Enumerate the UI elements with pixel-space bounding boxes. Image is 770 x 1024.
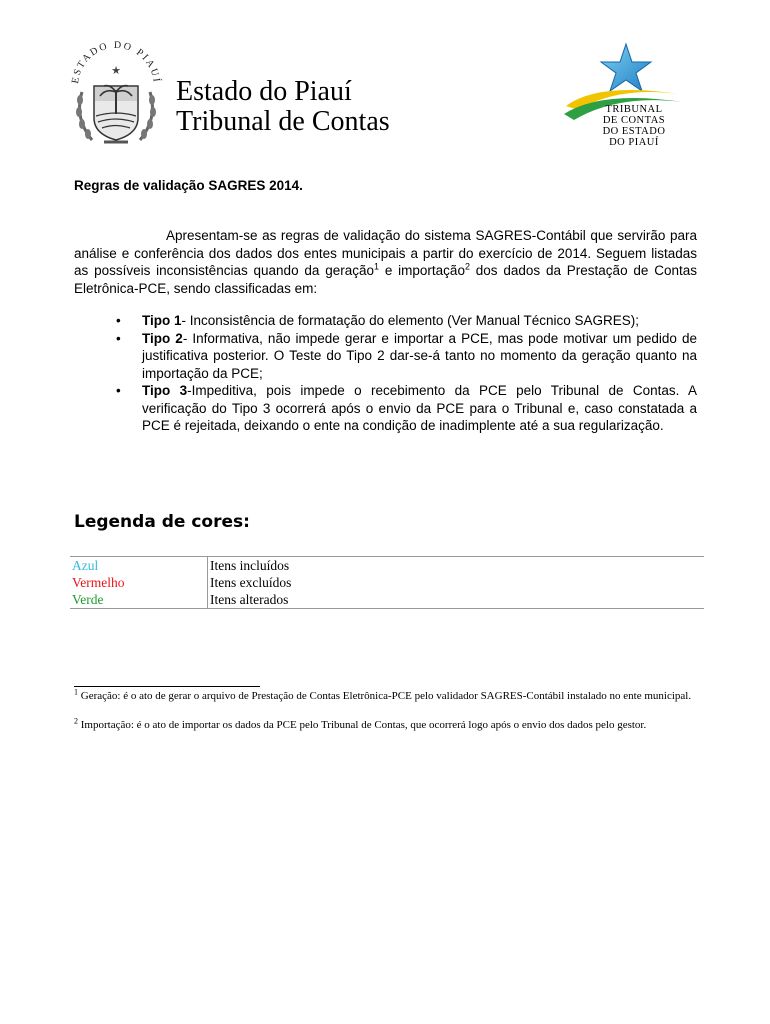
legend-heading: Legenda de cores:	[74, 512, 250, 532]
list-item	[74, 312, 697, 330]
type-label: Tipo 2	[142, 330, 183, 346]
type-description: -Impeditiva, pois impede o recebimento da PCE pelo Tribunal de Contas. A verificação do Tipo 3 ocorrerá após o envio da PCE para o Tribunal e, caso constatada a PCE é rejeitada, deixando o ente na condição de inadimplente até a sua regularização.	[142, 383, 697, 433]
state-seal-emblem	[68, 40, 164, 148]
inconsistency-types-list	[74, 312, 697, 435]
tce-logo-line: DO PIAUÍ	[609, 137, 659, 148]
intro-text-part3: dos dados da Prestação de Contas Eletrônica-PCE, sendo classificadas em:	[74, 263, 697, 296]
footnote-number: 1	[74, 687, 78, 697]
footnote-1	[74, 687, 697, 703]
table-row	[70, 574, 704, 591]
intro-text-part2: e importação	[379, 263, 465, 278]
type-label: Tipo 3	[142, 383, 188, 398]
footnote-text: Geração: é o ato de gerar o arquivo de Prestação de Contas Eletrônica-PCE pelo validador SAGRES-Contábil instalado no ente municipal.	[78, 690, 692, 702]
document-heading: Regras de validação SAGRES 2014.	[74, 178, 303, 193]
footnote-text: Importação: é o ato de importar os dados da PCE pelo Tribunal de Contas, que ocorrerá logo após o envio dos dados pelo gestor.	[78, 719, 647, 731]
bullet-icon: •	[116, 383, 121, 398]
legend-color-name: Vermelho	[70, 574, 208, 591]
bullet-icon: •	[116, 313, 121, 328]
svg-text:ESTADO DO PIAUÍ	[70, 40, 163, 84]
footnote-2	[74, 716, 697, 732]
table-row	[70, 557, 704, 575]
color-legend-table	[70, 556, 704, 609]
footnote-separator	[74, 686, 260, 687]
legend-color-name: Verde	[70, 591, 208, 609]
tce-logo-line: DO ESTADO	[602, 126, 666, 137]
intro-paragraph	[74, 227, 697, 297]
svg-text:★: ★	[111, 65, 121, 77]
legend-meaning: Itens excluídos	[210, 575, 292, 590]
list-item	[74, 330, 697, 383]
legend-color-name: Azul	[70, 557, 208, 575]
tce-logo-line: TRIBUNAL	[605, 104, 663, 115]
footnote-ref-1[interactable]: 1	[374, 261, 380, 272]
tce-logo-line: DE CONTAS	[602, 115, 666, 126]
footnote-ref-2[interactable]: 2	[464, 261, 470, 272]
state-title: Estado do Piauí	[176, 76, 352, 107]
footnote-number: 2	[74, 716, 78, 726]
legend-meaning: Itens incluídos	[208, 557, 705, 575]
table-row	[70, 591, 704, 609]
bullet-icon: •	[116, 330, 121, 346]
type-description: - Inconsistência de formatação do elemento (Ver Manual Técnico SAGRES);	[181, 313, 639, 328]
list-item	[74, 382, 697, 435]
intro-text-part1: Apresentam-se as regras de validação do sistema SAGRES-Contábil que servirão para análise e conferência dos dados dos entes municipais a partir do exercício de 2014. Seguem listadas as possíveis inconsistências quando da geração	[74, 228, 697, 278]
court-title: Tribunal de Contas	[176, 106, 390, 137]
type-description: - Informativa, não impede gerar e importar a PCE, mas pode motivar um pedido de justificativa posterior. O Teste do Tipo 2 dar-se-á tanto no momento da geração quanto na importação da PCE;	[142, 330, 697, 381]
seal-arc-text: ESTADO DO PIAUÍ	[69, 40, 162, 85]
type-label: Tipo 1	[142, 313, 182, 328]
legend-meaning: Itens alterados	[208, 591, 705, 609]
